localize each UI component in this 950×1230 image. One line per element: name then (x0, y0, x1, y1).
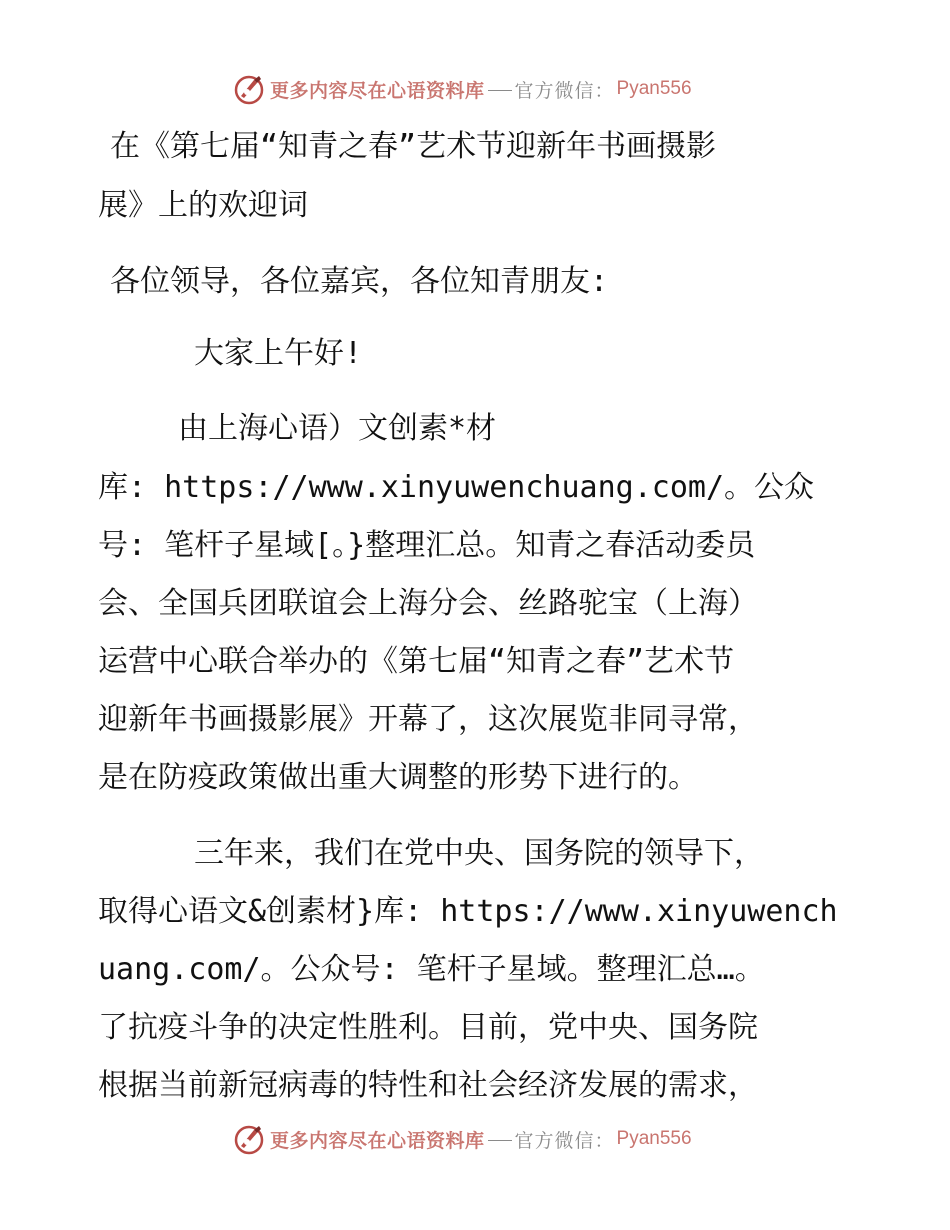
banner-wechat-label: 官方微信： (514, 1129, 615, 1152)
banner-site-text: 更多内容尽在心语资料库 (270, 79, 485, 102)
paragraph-1-line: 库: https://www.xinyuwenchuang.com/。公众 (98, 470, 815, 505)
header-banner (232, 72, 692, 106)
banner-dash-divider (488, 90, 512, 91)
paragraph-1-line: 会、全国兵团联谊会上海分会、丝路驼宝（上海） (98, 586, 758, 621)
footer-banner (232, 1122, 692, 1156)
paragraph-1-line: 运营中心联合举办的《第七届“知青之春”艺术节 (98, 644, 735, 679)
paragraph-1-line: 迎新年书画摄影展》开幕了，这次展览非同寻常， (98, 702, 758, 737)
banner-dash-divider (488, 1140, 512, 1141)
paragraph-2-line: 三年来，我们在党中央、国务院的领导下， (194, 836, 764, 871)
paragraph-1-line: 是在防疫政策做出重大调整的形势下进行的。 (98, 760, 698, 795)
paragraph-2-line: 取得心语文&创素材}库: https://www.xinyuwench (98, 894, 838, 929)
paragraph-2-line: 了抗疫斗争的决定性胜利。目前，党中央、国务院 (98, 1010, 758, 1045)
brand-logo-icon (232, 72, 266, 106)
salutation: 各位领导，各位嘉宾，各位知青朋友: (110, 264, 609, 299)
paragraph-1-line: 号: 笔杆子星域[。}整理汇总。知青之春活动委员 (98, 528, 756, 563)
banner-site-text: 更多内容尽在心语资料库 (270, 1129, 485, 1152)
paragraph-1-line: 由上海心语）文创素*材 (178, 411, 497, 446)
document-title-line-2: 展》上的欢迎词 (98, 188, 308, 223)
paragraph-2-line: uang.com/。公众号: 笔杆子星域。整理汇总…。 (98, 952, 765, 987)
paragraph-2-line: 根据当前新冠病毒的特性和社会经济发展的需求， (98, 1068, 758, 1103)
banner-wechat-id: Pyan556 (616, 1128, 692, 1149)
banner-wechat-label: 官方微信： (514, 79, 615, 102)
banner-wechat-id: Pyan556 (616, 78, 692, 99)
brand-logo-icon (232, 1122, 266, 1156)
document-title-line-1: 在《第七届“知青之春”艺术节迎新年书画摄影 (110, 129, 717, 164)
greeting: 大家上午好! (194, 336, 363, 371)
